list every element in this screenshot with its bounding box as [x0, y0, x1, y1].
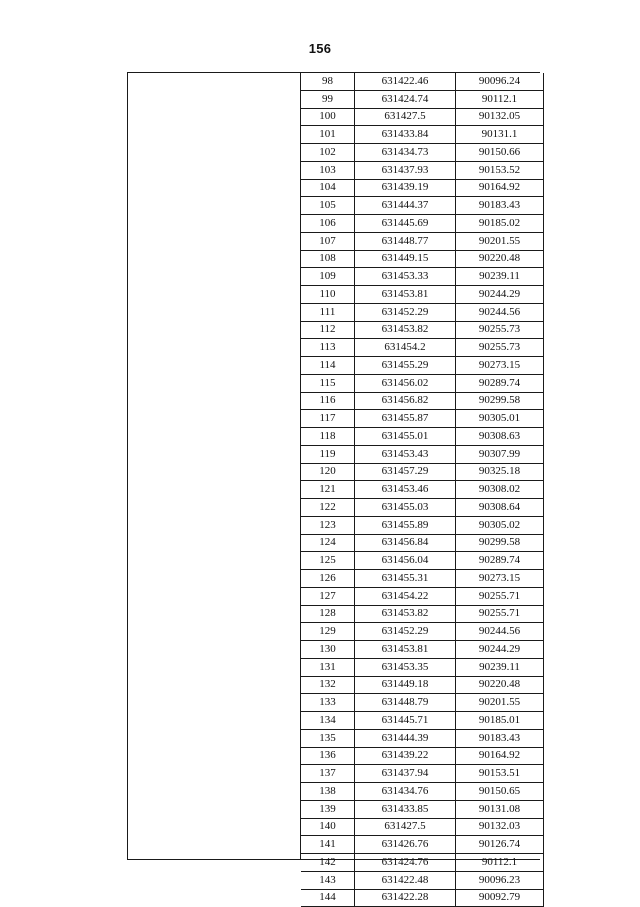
table-row: [301, 499, 544, 517]
y-coordinate-cell: 90239.11: [456, 658, 544, 676]
point-number-cell: 120: [301, 463, 355, 481]
x-coordinate-cell: 631453.33: [355, 268, 456, 286]
point-number-cell: 101: [301, 126, 355, 144]
point-number-cell: 109: [301, 268, 355, 286]
x-coordinate-cell: 631445.69: [355, 215, 456, 233]
y-coordinate-cell: 90183.43: [456, 197, 544, 215]
point-number-cell: 102: [301, 144, 355, 162]
table-row: [301, 303, 544, 321]
point-number-cell: 134: [301, 712, 355, 730]
table-row: [301, 765, 544, 783]
x-coordinate-cell: 631453.43: [355, 445, 456, 463]
table-row: [301, 747, 544, 765]
x-coordinate-cell: 631422.48: [355, 871, 456, 889]
x-coordinate-cell: 631453.35: [355, 658, 456, 676]
table-row: [301, 179, 544, 197]
x-coordinate-cell: 631453.46: [355, 481, 456, 499]
point-number-cell: 121: [301, 481, 355, 499]
x-coordinate-cell: 631444.37: [355, 197, 456, 215]
table-row: [301, 818, 544, 836]
point-number-cell: 135: [301, 729, 355, 747]
point-number-cell: 144: [301, 889, 355, 907]
y-coordinate-cell: 90164.92: [456, 747, 544, 765]
table-row: [301, 641, 544, 659]
y-coordinate-cell: 90096.24: [456, 73, 544, 90]
table-row: [301, 854, 544, 872]
x-coordinate-cell: 631433.85: [355, 800, 456, 818]
x-coordinate-cell: 631422.46: [355, 73, 456, 90]
point-number-cell: 123: [301, 516, 355, 534]
point-number-cell: 142: [301, 854, 355, 872]
x-coordinate-cell: 631453.82: [355, 605, 456, 623]
x-coordinate-cell: 631455.31: [355, 570, 456, 588]
point-number-cell: 128: [301, 605, 355, 623]
table-row: [301, 73, 544, 90]
point-number-cell: 103: [301, 161, 355, 179]
table-row: [301, 481, 544, 499]
table-row: [301, 623, 544, 641]
coordinates-grid: [301, 73, 544, 907]
x-coordinate-cell: 631456.02: [355, 374, 456, 392]
y-coordinate-cell: 90183.43: [456, 729, 544, 747]
table-row: [301, 428, 544, 446]
table-row: [301, 197, 544, 215]
x-coordinate-cell: 631437.93: [355, 161, 456, 179]
y-coordinate-cell: 90132.05: [456, 108, 544, 126]
table-row: [301, 250, 544, 268]
point-number-cell: 140: [301, 818, 355, 836]
point-number-cell: 130: [301, 641, 355, 659]
point-number-cell: 115: [301, 374, 355, 392]
y-coordinate-cell: 90255.71: [456, 605, 544, 623]
table-row: [301, 605, 544, 623]
point-number-cell: 112: [301, 321, 355, 339]
table-row: [301, 286, 544, 304]
x-coordinate-cell: 631455.03: [355, 499, 456, 517]
y-coordinate-cell: 90131.1: [456, 126, 544, 144]
table-left-merged-cell: [128, 73, 301, 859]
table-row: [301, 516, 544, 534]
table-row: [301, 676, 544, 694]
point-number-cell: 138: [301, 783, 355, 801]
point-number-cell: 113: [301, 339, 355, 357]
y-coordinate-cell: 90220.48: [456, 250, 544, 268]
x-coordinate-cell: 631434.76: [355, 783, 456, 801]
y-coordinate-cell: 90308.63: [456, 428, 544, 446]
y-coordinate-cell: 90305.02: [456, 516, 544, 534]
y-coordinate-cell: 90164.92: [456, 179, 544, 197]
x-coordinate-cell: 631452.29: [355, 623, 456, 641]
point-number-cell: 105: [301, 197, 355, 215]
point-number-cell: 124: [301, 534, 355, 552]
table-row: [301, 889, 544, 907]
point-number-cell: 110: [301, 286, 355, 304]
y-coordinate-cell: 90273.15: [456, 570, 544, 588]
point-number-cell: 139: [301, 800, 355, 818]
y-coordinate-cell: 90239.11: [456, 268, 544, 286]
table-row: [301, 729, 544, 747]
point-number-cell: 127: [301, 587, 355, 605]
point-number-cell: 118: [301, 428, 355, 446]
y-coordinate-cell: 90150.65: [456, 783, 544, 801]
table-row: [301, 871, 544, 889]
point-number-cell: 122: [301, 499, 355, 517]
point-number-cell: 114: [301, 357, 355, 375]
x-coordinate-cell: 631453.81: [355, 286, 456, 304]
point-number-cell: 126: [301, 570, 355, 588]
y-coordinate-cell: 90153.52: [456, 161, 544, 179]
table-row: [301, 161, 544, 179]
y-coordinate-cell: 90096.23: [456, 871, 544, 889]
x-coordinate-cell: 631456.04: [355, 552, 456, 570]
point-number-cell: 117: [301, 410, 355, 428]
point-number-cell: 104: [301, 179, 355, 197]
x-coordinate-cell: 631455.29: [355, 357, 456, 375]
y-coordinate-cell: 90255.71: [456, 587, 544, 605]
point-number-cell: 136: [301, 747, 355, 765]
table-row: [301, 836, 544, 854]
y-coordinate-cell: 90244.29: [456, 641, 544, 659]
point-number-cell: 108: [301, 250, 355, 268]
table-row: [301, 570, 544, 588]
y-coordinate-cell: 90308.64: [456, 499, 544, 517]
x-coordinate-cell: 631455.01: [355, 428, 456, 446]
point-number-cell: 98: [301, 73, 355, 90]
y-coordinate-cell: 90153.51: [456, 765, 544, 783]
y-coordinate-cell: 90201.55: [456, 232, 544, 250]
y-coordinate-cell: 90131.08: [456, 800, 544, 818]
y-coordinate-cell: 90305.01: [456, 410, 544, 428]
point-number-cell: 143: [301, 871, 355, 889]
point-number-cell: 132: [301, 676, 355, 694]
x-coordinate-cell: 631444.39: [355, 729, 456, 747]
y-coordinate-cell: 90201.55: [456, 694, 544, 712]
x-coordinate-cell: 631457.29: [355, 463, 456, 481]
point-number-cell: 107: [301, 232, 355, 250]
y-coordinate-cell: 90244.56: [456, 623, 544, 641]
table-row: [301, 552, 544, 570]
y-coordinate-cell: 90299.58: [456, 392, 544, 410]
y-coordinate-cell: 90092.79: [456, 889, 544, 907]
x-coordinate-cell: 631456.84: [355, 534, 456, 552]
y-coordinate-cell: 90132.03: [456, 818, 544, 836]
table-row: [301, 783, 544, 801]
x-coordinate-cell: 631445.71: [355, 712, 456, 730]
x-coordinate-cell: 631439.19: [355, 179, 456, 197]
point-number-cell: 129: [301, 623, 355, 641]
y-coordinate-cell: 90112.1: [456, 854, 544, 872]
y-coordinate-cell: 90307.99: [456, 445, 544, 463]
y-coordinate-cell: 90112.1: [456, 90, 544, 108]
x-coordinate-cell: 631455.89: [355, 516, 456, 534]
table-row: [301, 144, 544, 162]
table-row: [301, 321, 544, 339]
x-coordinate-cell: 631424.76: [355, 854, 456, 872]
table-row: [301, 232, 544, 250]
table-row: [301, 392, 544, 410]
x-coordinate-cell: 631456.82: [355, 392, 456, 410]
table-row: [301, 215, 544, 233]
x-coordinate-cell: 631448.77: [355, 232, 456, 250]
x-coordinate-cell: 631448.79: [355, 694, 456, 712]
table-row: [301, 357, 544, 375]
table-row: [301, 268, 544, 286]
table-row: [301, 445, 544, 463]
page-number: 156: [308, 41, 332, 56]
x-coordinate-cell: 631424.74: [355, 90, 456, 108]
y-coordinate-cell: 90255.73: [456, 321, 544, 339]
table-row: [301, 339, 544, 357]
y-coordinate-cell: 90185.02: [456, 215, 544, 233]
table-row: [301, 374, 544, 392]
table-row: [301, 410, 544, 428]
x-coordinate-cell: 631434.73: [355, 144, 456, 162]
point-number-cell: 141: [301, 836, 355, 854]
table-row: [301, 658, 544, 676]
x-coordinate-cell: 631449.18: [355, 676, 456, 694]
y-coordinate-cell: 90299.58: [456, 534, 544, 552]
x-coordinate-cell: 631454.22: [355, 587, 456, 605]
point-number-cell: 106: [301, 215, 355, 233]
table-row: [301, 463, 544, 481]
x-coordinate-cell: 631427.5: [355, 108, 456, 126]
y-coordinate-cell: 90126.74: [456, 836, 544, 854]
y-coordinate-cell: 90244.29: [456, 286, 544, 304]
y-coordinate-cell: 90289.74: [456, 552, 544, 570]
x-coordinate-cell: 631426.76: [355, 836, 456, 854]
y-coordinate-cell: 90273.15: [456, 357, 544, 375]
point-number-cell: 133: [301, 694, 355, 712]
x-coordinate-cell: 631427.5: [355, 818, 456, 836]
point-number-cell: 111: [301, 303, 355, 321]
x-coordinate-cell: 631449.15: [355, 250, 456, 268]
y-coordinate-cell: 90150.66: [456, 144, 544, 162]
x-coordinate-cell: 631422.28: [355, 889, 456, 907]
point-number-cell: 125: [301, 552, 355, 570]
table-row: [301, 90, 544, 108]
y-coordinate-cell: 90289.74: [456, 374, 544, 392]
x-coordinate-cell: 631453.82: [355, 321, 456, 339]
x-coordinate-cell: 631439.22: [355, 747, 456, 765]
x-coordinate-cell: 631437.94: [355, 765, 456, 783]
y-coordinate-cell: 90185.01: [456, 712, 544, 730]
x-coordinate-cell: 631433.84: [355, 126, 456, 144]
x-coordinate-cell: 631452.29: [355, 303, 456, 321]
x-coordinate-cell: 631454.2: [355, 339, 456, 357]
y-coordinate-cell: 90220.48: [456, 676, 544, 694]
table-row: [301, 712, 544, 730]
point-number-cell: 116: [301, 392, 355, 410]
x-coordinate-cell: 631453.81: [355, 641, 456, 659]
point-number-cell: 99: [301, 90, 355, 108]
coordinates-body: [301, 73, 544, 907]
point-number-cell: 137: [301, 765, 355, 783]
y-coordinate-cell: 90325.18: [456, 463, 544, 481]
y-coordinate-cell: 90308.02: [456, 481, 544, 499]
x-coordinate-cell: 631455.87: [355, 410, 456, 428]
coordinates-table: [127, 72, 540, 904]
point-number-cell: 100: [301, 108, 355, 126]
y-coordinate-cell: 90255.73: [456, 339, 544, 357]
table-row: [301, 534, 544, 552]
table-row: [301, 694, 544, 712]
table-row: [301, 800, 544, 818]
table-row: [301, 126, 544, 144]
point-number-cell: 131: [301, 658, 355, 676]
y-coordinate-cell: 90244.56: [456, 303, 544, 321]
point-number-cell: 119: [301, 445, 355, 463]
table-row: [301, 587, 544, 605]
table-row: [301, 108, 544, 126]
